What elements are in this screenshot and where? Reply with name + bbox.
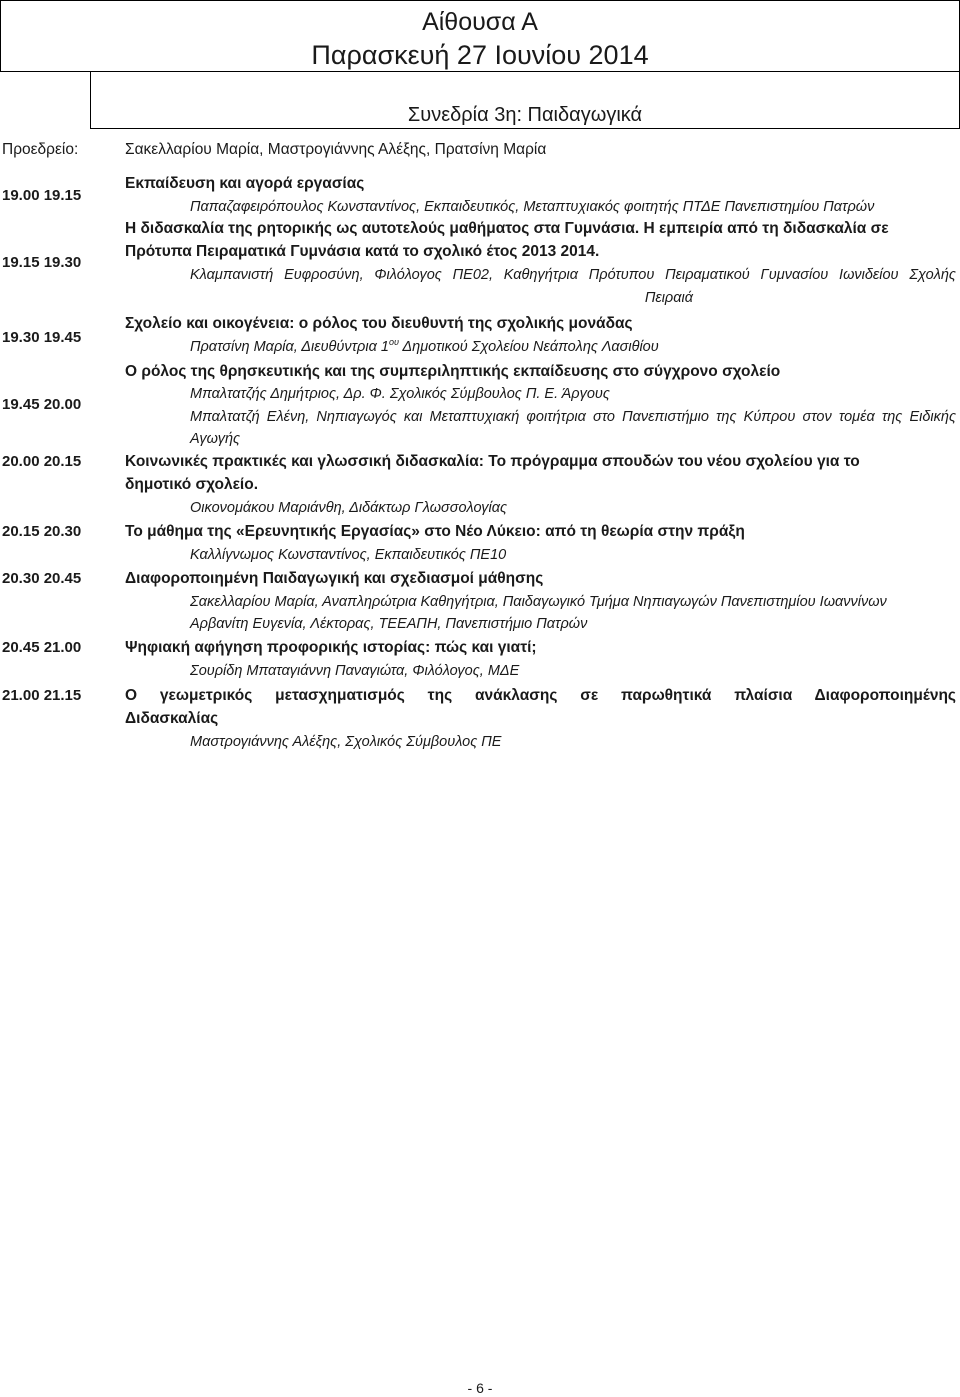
talk-authors: Αρβανίτη Ευγενία, Λέκτορας, ΤΕΕΑΠΗ, Πανεπιστήμιο Πατρών xyxy=(190,616,588,632)
talk-title: δημοτικό σχολείο. xyxy=(125,476,259,493)
page-number: - 6 - xyxy=(467,1380,493,1396)
talk-title: Ο γεωμετρικός μετασχηματισμός της ανάκλασης σε παρωθητικά πλαίσια Διαφοροποιημένης xyxy=(125,687,956,704)
talk-time: 19.45 20.00 xyxy=(2,396,82,413)
talk-time: 19.30 19.45 xyxy=(2,329,82,346)
talk-title: Ο ρόλος της θρησκευτικής και της συμπεριληπτικής εκπαίδευσης στο σύγχρονο σχολείο xyxy=(125,363,781,380)
room-title: Αίθουσα Α xyxy=(422,8,538,36)
talk-time: 21.00 21.15 xyxy=(2,687,82,704)
talk-authors: Παπαζαφειρόπουλος Κωνσταντίνος, Εκπαιδευτικός, Μεταπτυχιακός φοιτητής ΠΤΔΕ Πανεπιστημίου Πατρών xyxy=(190,199,875,215)
talk-title: Διδασκαλίας xyxy=(125,710,219,727)
talk-time: 19.15 19.30 xyxy=(2,254,82,271)
talk-authors xyxy=(190,336,659,358)
talk-authors: Κλαμπανιστή Ευφροσύνη, Φιλόλογος ΠΕ02, Καθηγήτρια Πρότυπου Πειραματικού Γυμνασίου Ιωνιδείου Σχολής xyxy=(190,267,956,283)
talk-authors: Καλλίγνωμος Κωνσταντίνος, Εκπαιδευτικός ΠΕ10 xyxy=(190,547,507,563)
author-text: Δημοτικού Σχολείου Νεάπολης Λασιθίου xyxy=(398,339,659,355)
talk-title: Σχολείο και οικογένεια: ο ρόλος του διευθυντή της σχολικής μονάδας xyxy=(125,315,633,332)
talk-authors: Πειραιά xyxy=(644,290,693,306)
talk-authors: Μαστρογιάννης Αλέξης, Σχολικός Σύμβουλος ΠΕ xyxy=(190,734,502,750)
chair-label: Προεδρείο: xyxy=(2,141,79,158)
talk-authors: Μπαλτατζή Ελένη, Νηπιαγωγός και Μεταπτυχιακή φοιτήτρια στο Πανεπιστήμιο της Κύπρου στον τομέα της Ειδικής xyxy=(190,409,956,425)
ordinal-suffix: ου xyxy=(388,337,399,348)
author-text: Πρατσίνη Μαρία, Διευθύντρια 1 xyxy=(190,339,389,355)
session-title: Συνεδρία 3η: Παιδαγωγικά xyxy=(407,104,643,126)
date-title: Παρασκευή 27 Ιουνίου 2014 xyxy=(311,40,649,70)
talk-title: Ψηφιακή αφήγηση προφορικής ιστορίας: πώς και γιατί; xyxy=(125,639,537,656)
talk-title: Κοινωνικές πρακτικές και γλωσσική διδασκαλία: Το πρόγραμμα σπουδών του νέου σχολείου για το xyxy=(125,453,860,470)
talk-time: 19.00 19.15 xyxy=(2,187,82,204)
talk-authors: Μπαλτατζής Δημήτριος, Δρ. Φ. Σχολικός Σύμβουλος Π. Ε. Άργους xyxy=(190,386,610,402)
talk-title: Η διδασκαλία της ρητορικής ως αυτοτελούς μαθήματος στα Γυμνάσια. Η εμπειρία από τη διδασκαλία σε xyxy=(125,220,889,237)
talk-authors: Σουρίδη Μπαταγιάννη Παναγιώτα, Φιλόλογος, ΜΔΕ xyxy=(190,663,520,679)
talk-time: 20.15 20.30 xyxy=(2,523,82,540)
talk-title: Πρότυπα Πειραματικά Γυμνάσια κατά το σχολικό έτος 2013 2014. xyxy=(125,243,600,260)
talk-authors: Αγωγής xyxy=(190,431,241,447)
talk-time: 20.00 20.15 xyxy=(2,453,82,470)
talk-title: Εκπαίδευση και αγορά εργασίας xyxy=(125,175,365,192)
talk-authors: Σακελλαρίου Μαρία, Αναπληρώτρια Καθηγήτρια, Παιδαγωγικό Τμήμα Νηπιαγωγών Πανεπιστημίου Ιωαννίνων xyxy=(190,594,887,610)
talk-time: 20.45 21.00 xyxy=(2,639,82,656)
talk-authors: Οικονομάκου Μαριάνθη, Διδάκτωρ Γλωσσολογίας xyxy=(190,500,508,516)
talk-time: 20.30 20.45 xyxy=(2,570,82,587)
talk-title: Διαφοροποιημένη Παιδαγωγική και σχεδιασμοί μάθησης xyxy=(125,570,544,587)
talk-title: Το μάθημα της «Ερευνητικής Εργασίας» στο Νέο Λύκειο: από τη θεωρία στην πράξη xyxy=(125,523,745,540)
chair-names: Σακελλαρίου Μαρία, Μαστρογιάννης Αλέξης, Πρατσίνη Μαρία xyxy=(125,141,547,158)
